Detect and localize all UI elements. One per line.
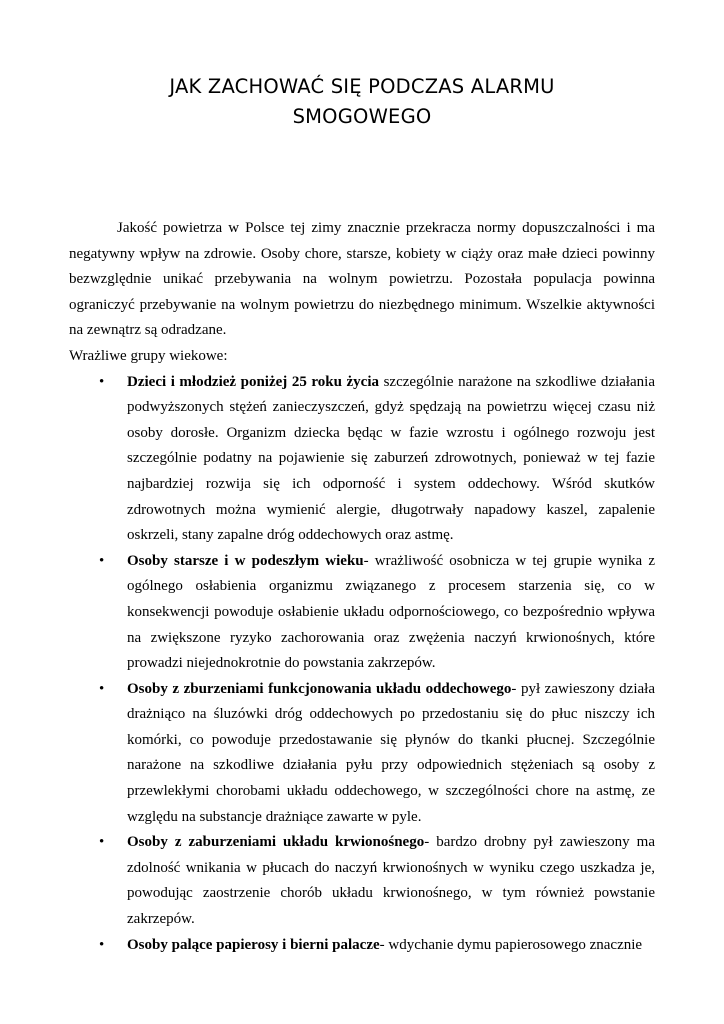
group-description: - bardzo drobny pył zawieszony ma zdolność wnikania w płucach do naczyń krwionośnych w wyniku czego uszkadza je, powodując zaostrzenie chorób układu krwionośnego, w tym również powstanie zakrzepów. (127, 834, 655, 928)
bullet-icon: • (99, 680, 105, 697)
bullet-icon: • (99, 552, 105, 569)
group-description: - pył zawieszony działa drażniąco na śluzówki dróg oddechowych po przedostaniu się do płuc niszczy ich komórki, co powoduje przedostawanie się płynów do tkanki płucnej. Szczególnie narażone na szkodliwe działania pyłu przy odpowiednich stężeniach są osoby z przewlekłymi chorobami układu oddechowego, w szczególności chore na astmę, ze względu na substancje drażniące zawarte w pyle. (127, 680, 655, 825)
group-heading: Osoby z zburzeniami funkcjonowania układu oddechowego (127, 680, 512, 697)
list-item (69, 549, 655, 677)
document-body (69, 216, 655, 958)
sensitive-groups-list (69, 370, 655, 959)
title-line-1: JAK ZACHOWAĆ SIĘ PODCZAS ALARMU (169, 75, 555, 98)
group-description: - wrażliwość osobnicza w tej grupie wynika z ogólnego osłabienia organizmu związanego z procesem starzenia się, co w konsekwencji powoduje osłabienie układu odpornościowego, co bezpośrednio wpływa na zwiększone ryzyko zachorowania oraz zwężenia naczyń krwionośnych, które prowadzi niejednokrotnie do powstania zakrzepów. (127, 552, 655, 672)
group-heading: Osoby palące papierosy i bierni palacze (127, 936, 380, 953)
list-item (69, 677, 655, 831)
bullet-icon: • (99, 936, 105, 953)
group-heading: Osoby z zaburzeniami układu krwionośnego (127, 834, 425, 851)
groups-label: Wrażliwe grupy wiekowe: (69, 347, 228, 364)
group-heading: Osoby starsze i w podeszłym wieku (127, 552, 364, 569)
group-heading: Dzieci i młodzież poniżej 25 roku życia (127, 373, 380, 390)
bullet-icon: • (99, 834, 105, 851)
group-description: - wdychanie dymu papierosowego znacznie (379, 936, 643, 953)
bullet-icon: • (99, 373, 105, 390)
list-item (69, 370, 655, 549)
intro-paragraph: Jakość powietrza w Polsce tej zimy znacznie przekracza normy dopuszczalności i ma negatywny wpływ na zdrowie. Osoby chore, starsze, kobiety w ciąży oraz małe dzieci powinny bezwzględnie unikać przebywania na wolnym powietrzu. Pozostała populacja powinna ograniczyć przebywanie na wolnym powietrzu do niezbędnego minimum. Wszelkie aktywności na zewnątrz są odradzane. (69, 220, 655, 339)
title-line-2: SMOGOWEGO (292, 105, 432, 128)
page-title (60, 72, 664, 132)
list-item (69, 933, 655, 959)
list-item (69, 830, 655, 932)
group-description: szczególnie narażone na szkodliwe działania podwyższonych stężeń zanieczyszczeń, gdyż spędzają na powietrzu więcej czasu niż osoby dorosłe. Organizm dziecka będąc w fazie wzrostu i ogólnego rozwoju jest szczególnie podatny na pojawienie się zaburzeń zdrowotnych, ponieważ w tej fazie najbardziej rozwija się ich odporność i system oddechowy. Wśród skutków zdrowotnych można wymienić alergie, długotrwały napadowy kaszel, zapalenie oskrzeli, stany zapalne dróg oddechowych oraz astmę. (127, 373, 655, 544)
